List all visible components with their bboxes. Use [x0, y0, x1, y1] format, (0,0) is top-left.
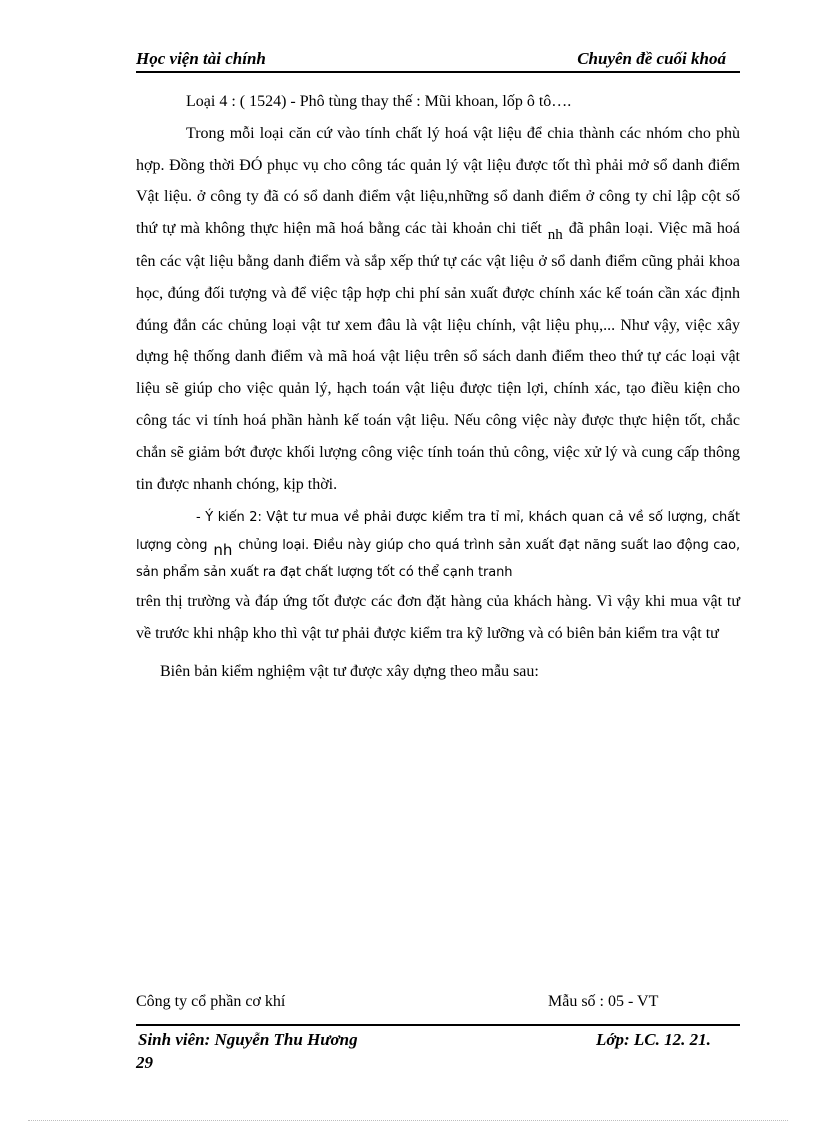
- paragraph-text: chủng loại. Điều này giúp cho quá trình sản xuất đạt năng suất lao động cao, sản phẩm sản xuất ra đạt chất lượng tốt có thể cạnh tranh: [136, 538, 740, 581]
- paragraph-category: Loại 4 : ( 1524) - Phô tùng thay thế : Mũi khoan, lốp ô tô….: [186, 93, 572, 110]
- footer-class: Lớp: LC. 12. 21.: [596, 1030, 711, 1049]
- page-edge-divider: [28, 1120, 788, 1121]
- paragraph-opinion-2: [136, 504, 740, 586]
- paragraph-text: - Ý kiến 2: Vật tư mua về phải được kiểm tra tỉ mỉ, khách quan cả về số lượng, chất lượng còng: [136, 510, 740, 554]
- page-footer: [136, 1024, 740, 1072]
- subscript-fragment: nh: [547, 227, 563, 244]
- paragraph-classification: [136, 118, 740, 501]
- subscript-fragment: nh: [213, 541, 233, 560]
- page-number: 29: [136, 1053, 153, 1072]
- paragraph-form-intro: Biên bản kiểm nghiệm vật tư được xây dựng theo mẫu sau:: [160, 662, 539, 680]
- header-institution: Học viện tài chính: [136, 49, 266, 68]
- header-title: Chuyên đề cuối khoá: [577, 49, 726, 68]
- document-body: [136, 86, 740, 688]
- page-header: [136, 49, 740, 73]
- company-name: Công ty cổ phần cơ khí: [136, 993, 286, 1010]
- paragraph-continuation: trên thị trường và đáp ứng tốt được các đơn đặt hàng của khách hàng. Vì vậy khi mua vật tư về trước khi nhập kho thì vật tư phải được kiểm tra kỹ lưỡng và có biên bản kiểm tra vật tư: [136, 593, 740, 643]
- footer-student: Sinh viên: Nguyễn Thu Hương: [138, 1030, 358, 1049]
- paragraph-text: đã phân loại. Việc mã hoá tên các vật liệu bằng danh điểm và sắp xếp thứ tự các vật liệu ở sổ danh điểm cũng phải khoa học, đúng đối tượng và để việc tập hợp chi phí sản xuất được chính xác kế toán cần xác định đúng đắn các chủng loại vật tư xem đâu là vật liệu chính, vật liệu phụ,... Như vậy, việc xây dựng hệ thống danh điểm và mã hoá vật liệu trên sổ sách danh điểm theo thứ tự các loại vật liệu sẽ giúp cho việc quản lý, hạch toán vật liệu được tiện lợi, chính xác, tạo điều kiện cho công tác vi tính hoá phần hành kế toán vật liệu. Nếu công việc này được thực hiện tốt, chắc chắn sẽ giảm bớt được khối lượng công việc tính toán thủ công, việc xử lý và cung cấp thông tin được nhanh chóng, kịp thời.: [136, 220, 740, 493]
- paragraph-text: Trong mỗi loại căn cứ vào tính chất lý hoá vật liệu để chia thành các nhóm cho phù hợp. Đồng thời ĐÓ phục vụ cho công tác quản lý vật liệu được tốt thì phải mở sổ danh điểm Vật liệu. ở công ty đã có sổ danh điểm vật liệu,những sổ danh điểm ở công ty chỉ lập cột số thứ tự mà không thực hiện mã hoá bằng các tài khoản chi tiết: [136, 124, 740, 238]
- form-number: Mẫu số : 05 - VT: [548, 993, 659, 1010]
